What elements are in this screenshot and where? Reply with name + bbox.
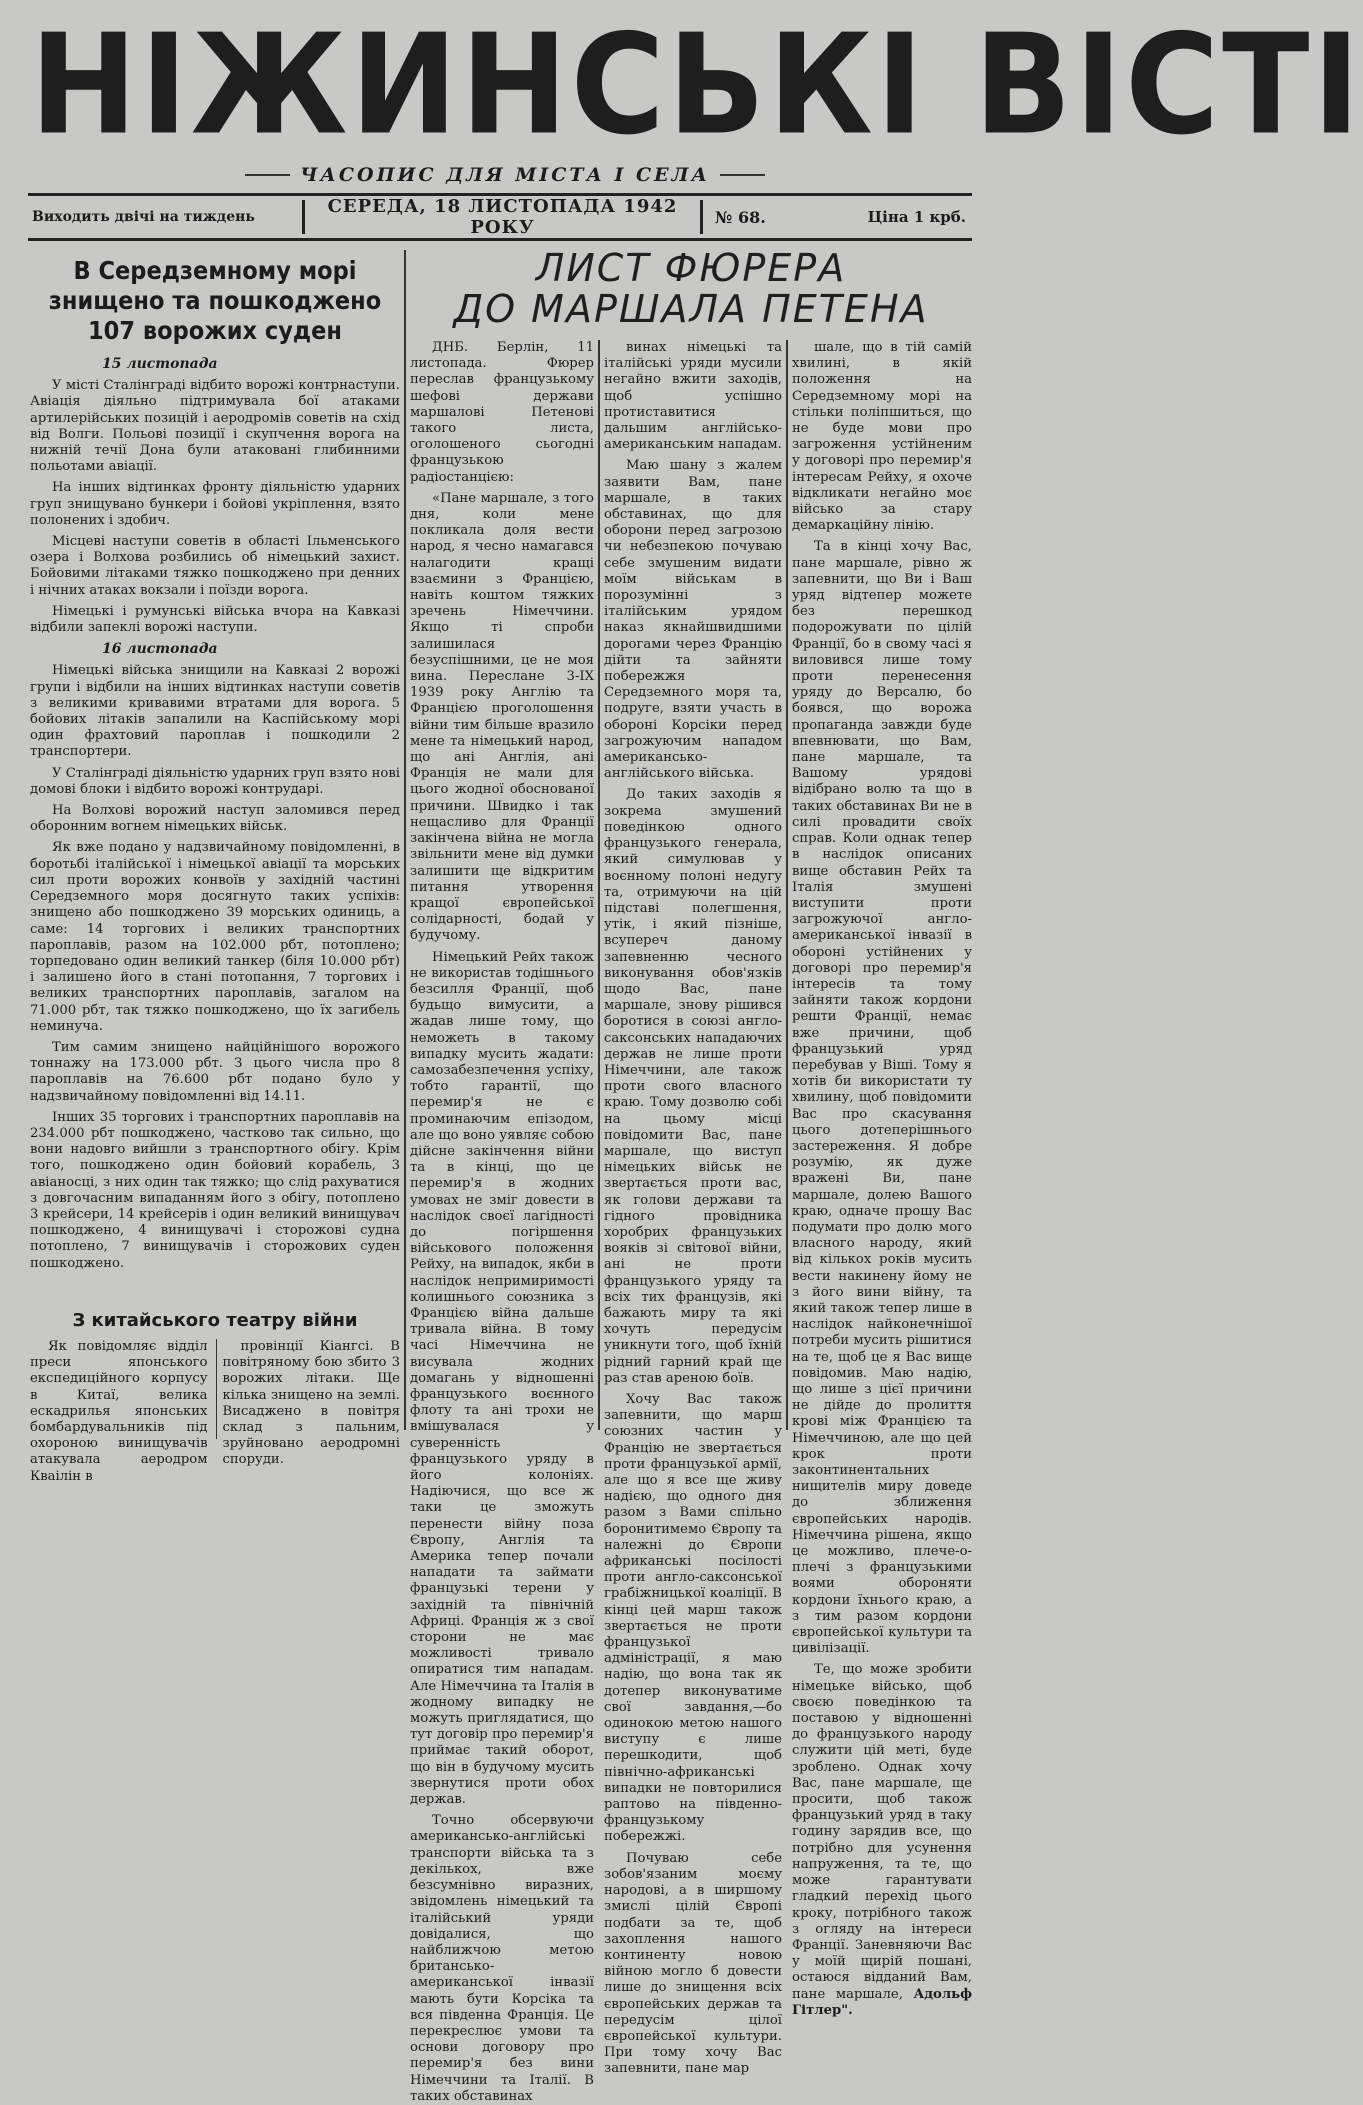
article-paragraph: ДНБ. Берлін, 11 листопада. Фюрер переслав французькому шефові держави маршалові Петенові такого листа, оголошеного сьогодні французькою радіостанцією: <box>410 340 594 485</box>
issue-price: Ціна 1 крб. <box>867 208 966 226</box>
tagline-row <box>245 162 765 188</box>
tagline-rule-right <box>720 174 765 176</box>
article-paragraph: На інших відтинках фронту діяльністю ударних груп знищувано бункери і бойові укріплення, взято полонених і здобич. <box>30 480 400 528</box>
lead-headline: В Середземному морі знищено та пошкоджено 107 ворожих суден <box>48 256 382 345</box>
column-divider <box>598 340 600 1430</box>
china-headline: З китайського театру війни <box>72 1310 358 1331</box>
issue-date: СЕРЕДА, 18 ЛИСТОПАДА 1942 РОКУ <box>327 196 678 238</box>
letter-column-1 <box>410 340 594 2104</box>
article-paragraph: Маю шану з жалем заявити Вам, пане маршале, в таких обставинах, що для оборони перед загрозою чи небезпекою почуваю себе змушеним видати моїм військам в порозумінні з італійським урядом наказ якнайшвидшими дорогами через Францію дійти та зайняти побережжя Середземного моря та, подруге, взяти участь в обороні Корсіки перед загрожуючим нападом американсько-англійського війська. <box>604 458 782 782</box>
article-paragraph: Як вже подано у надзвичайному повідомленні, в боротьбі італійської і німецької авіації та морських сил проти ворожих конвоїв у західній частині Середземного моря досягнуто таких успіхів: знищено або пошкоджено 39 морських одиниць, а саме: 14 торгових і великих транспортних пароплавів, разом на 102.000 рбт, потоплено; торпедовано один великий танкер (біля 10.000 рбт) і залишено його в стані потопання, 7 торгових і великих транспортних пароплавів, загалом на 71.000 рбт, так тяжко пошкоджено, що їх загибель неминуча. <box>30 840 400 1034</box>
article-paragraph: Та в кінці хочу Вас, пане маршале, рівно ж запевнити, що Ви і Ваш уряд відтепер можете без перешкод подорожувати по цілій Франції, бо в свому часі я виловився лише тому проти перенесення уряду до Версалю, бо боявся, що ворожа пропаганда завжди буде впевнювати, що Вам, пане маршале, та Вашому урядові відібрано волю та що в таких обставинах Ви не в силі провадити своїх справ. Коли однак тепер в наслідок описаних вище обставин Рейх та Італія змушені виступити проти загрожуючої англо-американської інвазії в обороні устійнених у договорі про перемир'я інтересів та тому зайняти також кордони решти Франції, немає вже причини, щоб французький уряд перебував у Віші. Тому я хотів би використати ту хвилину, щоб повідомити Вас про скасування цього дотеперішнього застереження. Я добре розумію, як дуже вражені Ви, пане маршале, долею Вашого краю, одначе прошу Вас подумати про долю мого власного народу, який від кількох років мусить вести накинену йому не з його вини війну, та який також тепер лише в наслідок найконечнішої потреби мусить рішитися на те, щоб це я Вас вище повідомив. Маю надію, що лише з цієї причини не дійде до пролиття крові між Францією та Німеччиною, але що цей крок проти законтинентальних нищителів миру доведе до зближення європейських народів. Німеччина рішена, якщо це можливо, плече-о-плечі з французькими воями обороняти кордони їхнього краю, а з тим разом кордони європейської культури та цивілізації. <box>792 539 972 1657</box>
letter-column-3 <box>792 340 972 2018</box>
lead-article <box>30 250 400 1290</box>
fuehrer-headline-line: ДО МАРШАЛА ПЕТЕНА <box>453 287 929 331</box>
china-columns <box>30 1339 400 1484</box>
article-paragraph: Хочу Вас також запевнити, що марш союзних частин у Францію не звертається проти французької армії, але що я все ще живу надією, що одного дня разом з Вами спільно боронитимемо Європу та належні до Європи африканські посілості проти англо-саксонської грабіжницької коаліції. В кінці цей марш також звертається не проти французької адміністрації, я маю надію, що вона так як дотепер виконуватиме свої завдання,—бо одинокою метою нашого виступу є лише перешкодити, щоб північно-африканські випадки не повторилися раптово на південно-французькому побережжі. <box>604 1392 782 1845</box>
article-paragraph: винах німецькі та італійські уряди мусили негайно вжити заходів, щоб успішно протиставитися дальшим англійсько-американським нападам. <box>604 340 782 453</box>
article-paragraph: Почуваю себе зобов'язаним моєму народові, а в ширшому змислі цілій Європі подбати за те, щоб захоплення нашого континенту новою війною могло б довести лише до знищення всіх європейських держав та передусім цілої європейської культури. При тому хочу Вас запевнити, пане мар <box>604 1850 782 2077</box>
article-paragraph: Інших 35 торгових і транспортних пароплавів на 234.000 рбт пошкоджено, частково так сильно, що вони надовго вийшли з транспортного обігу. Крім того, пошкоджено один бойовий корабель, 3 авіаносці, з них один так тяжко; що слід рахуватися з довгочасним випаданням його з обігу, потоплено 3 крейсери, 14 крейсерів і один великий винищувач пошкоджено, 4 винищувачі і сторожові судна потоплено, 7 винищувачів і сторожових суден пошкоджено. <box>30 1109 400 1271</box>
dateline <box>28 196 972 238</box>
article-paragraph: Німецькі і румунські війська вчора на Кавказі відбили запеклі ворожі наступи. <box>30 603 400 636</box>
article-paragraph: «Пане маршале, з того дня, коли мене покликала доля вести народ, я чесно намагався налагодити кращі взаємини з Францією, навіть коштом тяжких зречень Німеччини. Якщо ті спроби залишилася безуспішними, це не моя вина. Переслане 3-IX 1939 року Англію та Францією проголошення війни тим більше вразило мене та німецький народ, що ані Англія, ані Франція не мали для цього жодної обоснованої причини. Швидко і так нещасливо для Франції закінчена війна не могла звільнити мене від думки залишити ще відкритим питання утворення кращої європейської солідарності, бодай у будучому. <box>410 490 594 944</box>
china-article <box>30 1300 400 1484</box>
article-paragraph: Місцеві наступи советів в області Ільменського озера і Волхова розбились об німецький захист. Бойовими літаками тяжко пошкоджено при денних і нічних атаках вокзали і поїзди ворога. <box>30 534 400 598</box>
article-paragraph: У Сталінграді діяльністю ударних груп взято нові домові блоки і відбито ворожі контрударі. <box>30 765 400 797</box>
article-paragraph: провінції Кіангсі. В повітряному бою збито 3 ворожих літаки. Ще кілька знищено на землі. Висаджено в повітря склад з пальним, зруйновано аеродромні споруди. <box>222 1339 400 1468</box>
article-paragraph: Як повідомляє відділ преси японського експедиційного корпусу в Китаї, велика ескадрилья японських бомбардувальників під охороною винищувачів атакувала аеродром Кваілін в <box>30 1339 208 1484</box>
article-paragraph: Німецький Рейх також не використав тодішнього безсилля Франції, щоб будьщо вимусити, а жадав лише тому, що неможеть в такому випадку мусить жадати: самозабезпечення успіху, тобто гарантії, що перемир'я не є проминаючим епізодом, але що воно уявляє собою дійсне закінчення війни та в кінці, що це перемир'я в жодних умовах не зміг довести в наслідок своєї лагідності до погіршення військового положення Рейху, на випадок, якби в наслідок непримиримості колишнього союзника з Францією війна дальше тривала війна. В тому часі Німеччина не висувала жодних домагань у відношенні французького воєнного флоту та ані трохи не вмішувалася у суверенність французького уряду в його колоніях. Надіючися, що все ж таки це зможуть перенести війну поза Європу, Англія та Америка тепер почали нападати та займати французькі терени у західній та північній Африці. Франція ж з свої сторони не має можливості тривало опиратися тим нападам. Але Німеччина та Італія в жодному випадку не можуть приглядатися, що тут договір про перемир'я приймає такий оборот, що він в будучому мусить звернутися проти обох держав. <box>410 949 594 1808</box>
article-paragraph: На Волхові ворожий наступ заломився перед оборонним вогнем німецьких військ. <box>30 803 400 835</box>
letter-column-2 <box>604 340 782 2077</box>
fuehrer-headline-line: ЛИСТ ФЮРЕРА <box>535 246 847 290</box>
tagline: ЧАСОПИС ДЛЯ МІСТА І СЕЛА <box>300 164 710 186</box>
column-divider <box>404 250 406 1430</box>
article-paragraph: У місті Сталінграді відбито ворожі контрнаступи. Авіація діяльно підтримувала бої атаками артилерійських позицій і аеродромів советів на схід від Волги. Польові позиції і скупчення ворога на нижній течії Дона були атаковані глибинними польотами авіації. <box>30 378 400 475</box>
fuehrer-headline <box>410 248 972 334</box>
china-column <box>30 1339 208 1484</box>
report-date: 15 листопада <box>102 356 218 372</box>
article-paragraph: До таких заходів я зокрема змушений поведінкою одного французького генерала, який симулював у воєнному полоні недугу та, отримуючи на цій підставі полегшення, утік, і який пізніше, всупереч даному запевненню чесного виконування обов'язків щодо Вас, пане маршале, знову рішився боротися в союзі англо-саксонських нападаючих держав не лише проти Німеччини, але також проти свого власного краю. Тому дозволю собі на цьому місці повідомити Вас, пане маршале, що виступ німецьких військ не звертається проти вас, як голови держави та гідного провідника хоробрих французьких вояків зі світової війни, ані не проти французького уряду та всіх тих французів, які бажають миру та які хочуть передусім уникнути того, щоб їхній рідний гарний край ще раз став ареною боїв. <box>604 787 782 1386</box>
publication-frequency: Виходить двічі на тиждень <box>32 209 255 225</box>
issue-number: № 68. <box>715 207 766 227</box>
article-paragraph: Точно обсервуючи американсько-англійські транспорти війська та з декількох, вже безсумнівно виразних, звідомлень німецький та італійський уряди довідалися, що найближчою метою британсько-американської інвазії мають бути Корсіка та вся південна Франція. Це перекреслює умови та основи договору про перемир'я без вини Німеччини та Італії. В таких обставинах <box>410 1813 594 2104</box>
dateline-rule-bottom <box>28 238 972 241</box>
article-paragraph: Німецькі війська знищили на Кавказі 2 ворожі групи і відбили на інших відтинках наступи советів з великими кривавими втратами для ворога. 5 бойових літаків запалили на Каспійському морі один фрахтовий пароплав і пошкодили 2 транспортери. <box>30 663 400 760</box>
china-column <box>216 1339 401 1468</box>
letter-closing: Те, що може зробити німецьке військо, щоб своєю поведінкою та поставою у відношенні до французького народу служити цій меті, буде зроблено. Однак хочу Вас, пане маршале, ще просити, щоб також французький уряд в таку годину зарядив все, що потрібно для усунення напруження, та те, що може гарантувати гладкий перехід цього кроку, потрібного також з огляду на інтереси Франції. Заневняючи Вас у моїй щирій пошані, остаюся відданий Вам, пане маршале, <box>792 1662 972 2002</box>
tagline-rule-left <box>245 174 290 176</box>
article-paragraph <box>792 1662 972 2018</box>
report-date: 16 листопада <box>102 641 218 658</box>
signature: Адольф Гітлер". <box>792 1986 972 2018</box>
masthead-title: НІЖИНСЬКІ ВІСТІ <box>30 4 1363 166</box>
column-divider <box>786 340 788 1430</box>
article-paragraph: Тим самим знищено найційнішого ворожого тоннажу на 173.000 рбт. З цього числа про 8 пароплавів на 76.600 рбт подано було у надзвичайному повідомленні від 14.11. <box>30 1039 400 1104</box>
article-paragraph: шале, що в тій самій хвилині, в якій положення на Середземному морі на стільки поліпшиться, що не буде мови про загроження устійненим у договорі про перемир'я інтересам Рейху, я охоче відкликати негайно моє військо за стару демаркаційну лінію. <box>792 340 972 534</box>
